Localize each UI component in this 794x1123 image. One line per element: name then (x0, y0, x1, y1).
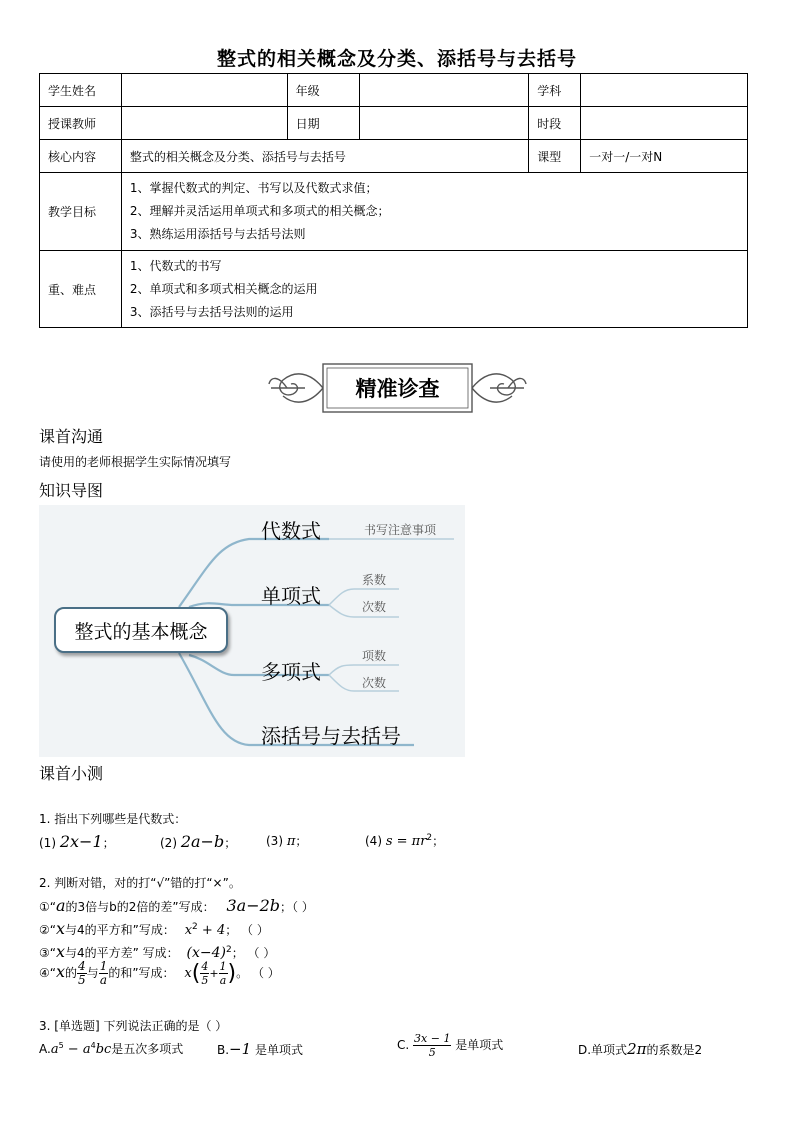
question-1-options: (1) 2x−1； (39, 832, 115, 851)
date-value[interactable] (359, 107, 529, 140)
mind-map-leaf: 次数 (362, 600, 387, 614)
option-b[interactable]: B.−1 是单项式 (217, 1040, 303, 1058)
option-a[interactable]: $A.a^5 - a^4bc$是五次多项式 (39, 1041, 184, 1057)
question-1-option-3: (3) π； (266, 834, 308, 849)
mind-map-leaf: 次数 (362, 676, 387, 690)
list-item: 1、掌握代数式的判定、书写以及代数式求值； (129, 181, 378, 195)
goals-list (121, 173, 747, 251)
key-list (121, 251, 747, 328)
mind-map-node: 添括号与去括号 (261, 724, 401, 748)
core-value: 整式的相关概念及分类、添括号与去括号 (121, 140, 528, 173)
subject-value[interactable] (581, 74, 748, 107)
mind-map-node: 代数式 (261, 519, 321, 543)
table-row (40, 107, 748, 140)
list-item: 2、理解并灵活运用单项式和多项式的相关概念； (129, 204, 390, 218)
section-heading: 知识导图 (39, 481, 104, 500)
section-banner (265, 358, 530, 418)
list-item: 3、熟练运用添括号与去括号法则 (129, 227, 306, 241)
teacher-value[interactable] (121, 107, 287, 140)
question-2-stem: 2. 判断对错，对的打“√”错的打“×”。 (39, 876, 241, 890)
question-2-item-2: ②“x与4的平方和”写成： $x^2 + 4$； （ ） (39, 919, 269, 938)
grade-label: 年级 (287, 74, 359, 107)
banner-text: 精准诊查 (355, 376, 440, 401)
table-row (40, 140, 748, 173)
question-1-stem: 1. 指出下列哪些是代数式： (39, 812, 187, 826)
type-value: 一对一/一对N (581, 140, 748, 173)
goals-label: 教学目标 (40, 173, 122, 251)
mind-map (39, 505, 465, 757)
info-table (39, 73, 748, 328)
mind-map-node: 多项式 (261, 660, 321, 684)
section-heading: 课首小测 (39, 764, 104, 783)
section-note: 请使用的老师根据学生实际情况填写 (39, 455, 232, 469)
date-label: 日期 (287, 107, 359, 140)
core-label: 核心内容 (40, 140, 122, 173)
mind-map-node: 单项式 (261, 584, 321, 608)
subject-label: 学科 (529, 74, 581, 107)
key-label: 重、难点 (40, 251, 122, 328)
table-row (40, 173, 748, 251)
period-value[interactable] (581, 107, 748, 140)
type-label: 课型 (529, 140, 581, 173)
mind-map-leaf: 项数 (362, 649, 387, 663)
mind-map-leaf: 系数 (362, 573, 387, 587)
question-3-stem: 3. [单选题] 下列说法正确的是（ ） (39, 1019, 228, 1033)
option-c[interactable]: C. $\frac{3x - 1}{5}$ 是单项式 (397, 1032, 504, 1059)
table-row (40, 251, 748, 328)
list-item: 2、单项式和多项式相关概念的运用 (129, 281, 318, 296)
list-item: 1、代数式的书写 (129, 258, 222, 273)
section-heading: 课首沟通 (39, 427, 104, 446)
question-1-option-2: (2) 2a−b； (160, 832, 237, 851)
teacher-label: 授课教师 (40, 107, 122, 140)
mind-map-leaf: 书写注意事项 (364, 523, 437, 537)
page-title: 整式的相关概念及分类、添括号与去括号 (216, 48, 577, 70)
grade-value[interactable] (359, 74, 529, 107)
option-d[interactable]: D.单项式2π的系数是2 (578, 1040, 703, 1058)
list-item: 3、添括号与去括号法则的运用 (129, 304, 294, 319)
period-label: 时段 (529, 107, 581, 140)
question-2-item-1: ①“a的3倍与b的2倍的差”写成： 3a−2b；（ ） (39, 896, 314, 915)
question-2-item-4: ④“x的 $\frac{4}{5}$ 与 $\frac{1}{a}$ 的和”写成： x( $\frac{4}{5}$ + $\frac{1}{a}$ )。 （ ） (39, 959, 280, 987)
student-name-value[interactable] (121, 74, 287, 107)
question-2-item-3: ③“x与4的平方差” 写成： $(x-4)^2$； （ ） (39, 942, 276, 961)
student-name-label: 学生姓名 (40, 74, 122, 107)
table-row (40, 74, 748, 107)
question-1-option-4: (4) $s = \pi r^2$； (365, 833, 445, 849)
mind-map-root: 整式的基本概念 (54, 607, 228, 653)
